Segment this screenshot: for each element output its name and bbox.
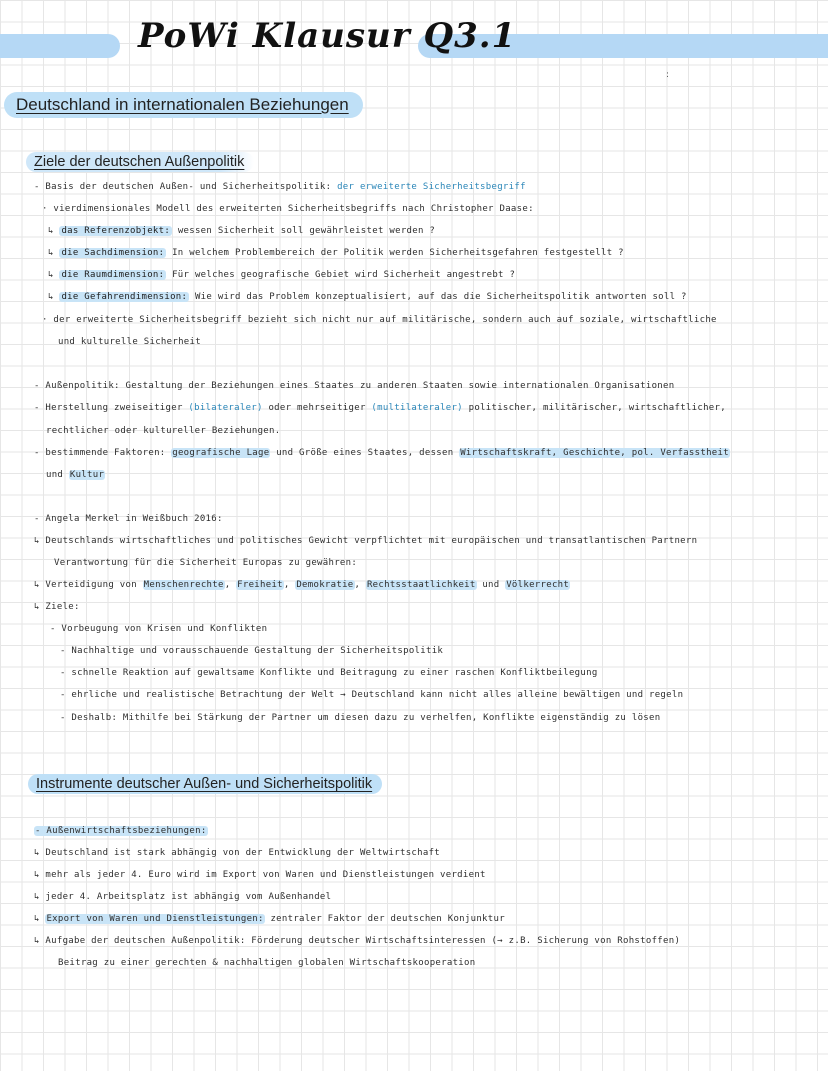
note-line: - schnelle Reaktion auf gewaltsame Konflikte und Beitragung zu einer raschen Konfliktbeilegung	[60, 668, 598, 678]
note-line	[46, 470, 105, 480]
note-line: - Vorbeugung von Krisen und Konflikten	[50, 624, 268, 634]
note-line: ↳ Deutschlands wirtschaftliches und politisches Gewicht verpflichtet mit europäischen und transatlantischen Partnern	[34, 536, 698, 546]
note-term-marked: die Raumdimension:	[61, 270, 165, 280]
note-line: und kulturelle Sicherheit	[58, 337, 201, 347]
note-line: ↳ Deutschland ist stark abhängig von der Entwicklung der Weltwirtschaft	[34, 848, 441, 858]
note-line: - ehrliche und realistische Betrachtung der Welt → Deutschland kann nicht alles alleine bewältigen und regeln	[60, 690, 684, 700]
note-text: und Größe eines Staates, dessen	[276, 448, 454, 458]
note-line: ↳ Aufgabe der deutschen Außenpolitik: Förderung deutscher Wirtschaftsinteressen (→ z.B. Sicherung von Rohstoffen)	[34, 936, 681, 946]
note-line: - Deshalb: Mithilfe bei Stärkung der Partner um diesen dazu zu verhelfen, Konflikte eigenständig zu lösen	[60, 713, 661, 723]
note-line: ↳ mehr als jeder 4. Euro wird im Export von Waren und Dienstleistungen verdient	[34, 870, 486, 880]
note-line	[34, 914, 505, 924]
note-term-marked: die Sachdimension:	[61, 248, 165, 258]
note-term-marked: geografische Lage	[172, 448, 270, 458]
arrow-icon: ↳	[48, 248, 54, 258]
note-text: - bestimmende Faktoren:	[34, 448, 166, 458]
note-line	[48, 292, 687, 302]
note-line	[34, 448, 730, 458]
note-line: ↳ Verteidigung von Menschenrechte, Freiheit, Demokratie, Rechtsstaatlichkeit und Völkerrecht	[34, 580, 570, 590]
note-text: - Herstellung zweiseitiger	[34, 403, 183, 413]
note-term-marked: Demokratie	[296, 580, 354, 590]
section-heading-instruments: Instrumente deutscher Außen- und Sicherheitspolitik	[28, 774, 382, 794]
corner-mark: :	[666, 70, 670, 80]
note-term-marked: Wirtschaftskraft, Geschichte, pol. Verfasstheit	[460, 448, 729, 458]
note-line: ↳ jeder 4. Arbeitsplatz ist abhängig vom Außenhandel	[34, 892, 332, 902]
note-text: - Basis der deutschen Außen- und Sicherheitspolitik:	[34, 182, 332, 192]
note-highlight-blue: (multilateraler)	[371, 403, 463, 413]
arrow-icon: ↳	[48, 270, 54, 280]
note-line	[34, 182, 526, 192]
arrow-icon: ↳	[48, 292, 54, 302]
note-line	[48, 270, 515, 280]
note-text: oder mehrseitiger	[268, 403, 366, 413]
note-line: · vierdimensionales Modell des erweiterten Sicherheitsbegriffs nach Christopher Daase:	[42, 204, 534, 214]
arrow-icon: ↳	[48, 226, 54, 236]
note-line: ↳ Ziele:	[34, 602, 80, 612]
section-heading-international-relations: Deutschland in internationalen Beziehungen	[4, 92, 363, 118]
note-line	[48, 248, 624, 258]
note-line	[34, 403, 726, 413]
title-band-left	[0, 34, 120, 58]
note-line: Verantwortung für die Sicherheit Europas zu gewähren:	[54, 558, 358, 568]
note-term-marked: Freiheit	[237, 580, 283, 590]
note-text: und	[46, 470, 64, 480]
note-text: und	[482, 580, 500, 590]
note-text: ↳ Verteidigung von	[34, 580, 137, 590]
note-line: rechtlicher oder kultureller Beziehungen.	[46, 426, 281, 436]
note-line: - Nachhaltige und vorausschauende Gestaltung der Sicherheitspolitik	[60, 646, 444, 656]
note-term-marked: Menschenrechte	[143, 580, 224, 590]
note-text: Für welches geografische Gebiet wird Sicherheit angestrebt ?	[172, 270, 516, 280]
note-term-marked: die Gefahrendimension:	[61, 292, 188, 302]
note-highlight-blue: (bilateraler)	[188, 403, 263, 413]
note-text: Wie wird das Problem konzeptualisiert, auf das die Sicherheitspolitik antworten soll ?	[194, 292, 687, 302]
note-text: politischer, militärischer, wirtschaftlicher,	[468, 403, 726, 413]
note-line: - Angela Merkel in Weißbuch 2016:	[34, 514, 223, 524]
note-line: · der erweiterte Sicherheitsbegriff bezieht sich nicht nur auf militärische, sondern auch auf soziale, wirtschaftliche	[42, 315, 717, 325]
note-line	[34, 826, 208, 836]
note-line: - Außenpolitik: Gestaltung der Beziehungen eines Staates zu anderen Staaten sowie internationalen Organisationen	[34, 381, 675, 391]
note-highlight-blue: der erweiterte Sicherheitsbegriff	[337, 182, 526, 192]
note-term-marked: Rechtsstaatlichkeit	[366, 580, 476, 590]
arrow-icon: ↳	[34, 914, 40, 924]
note-term-marked: Kultur	[69, 470, 105, 480]
note-term-marked: Völkerrecht	[506, 580, 570, 590]
note-text: zentraler Faktor der deutschen Konjunktur	[270, 914, 505, 924]
note-text: In welchem Problembereich der Politik werden Sicherheitsgefahren festgestellt ?	[172, 248, 624, 258]
note-term-marked: das Referenzobjekt:	[61, 226, 171, 236]
note-line: Beitrag zu einer gerechten & nachhaltigen globalen Wirtschaftskooperation	[58, 958, 476, 968]
note-text: wessen Sicherheit soll gewährleistet werden ?	[177, 226, 436, 236]
note-term-marked: Export von Waren und Dienstleistungen:	[46, 914, 264, 924]
note-term-marked: - Außenwirtschaftsbeziehungen:	[35, 826, 207, 836]
note-line	[48, 226, 435, 236]
section-heading-foreign-policy-goals: Ziele der deutschen Außenpolitik	[26, 152, 254, 172]
page-title: PoWi Klausur Q3.1	[138, 16, 517, 56]
